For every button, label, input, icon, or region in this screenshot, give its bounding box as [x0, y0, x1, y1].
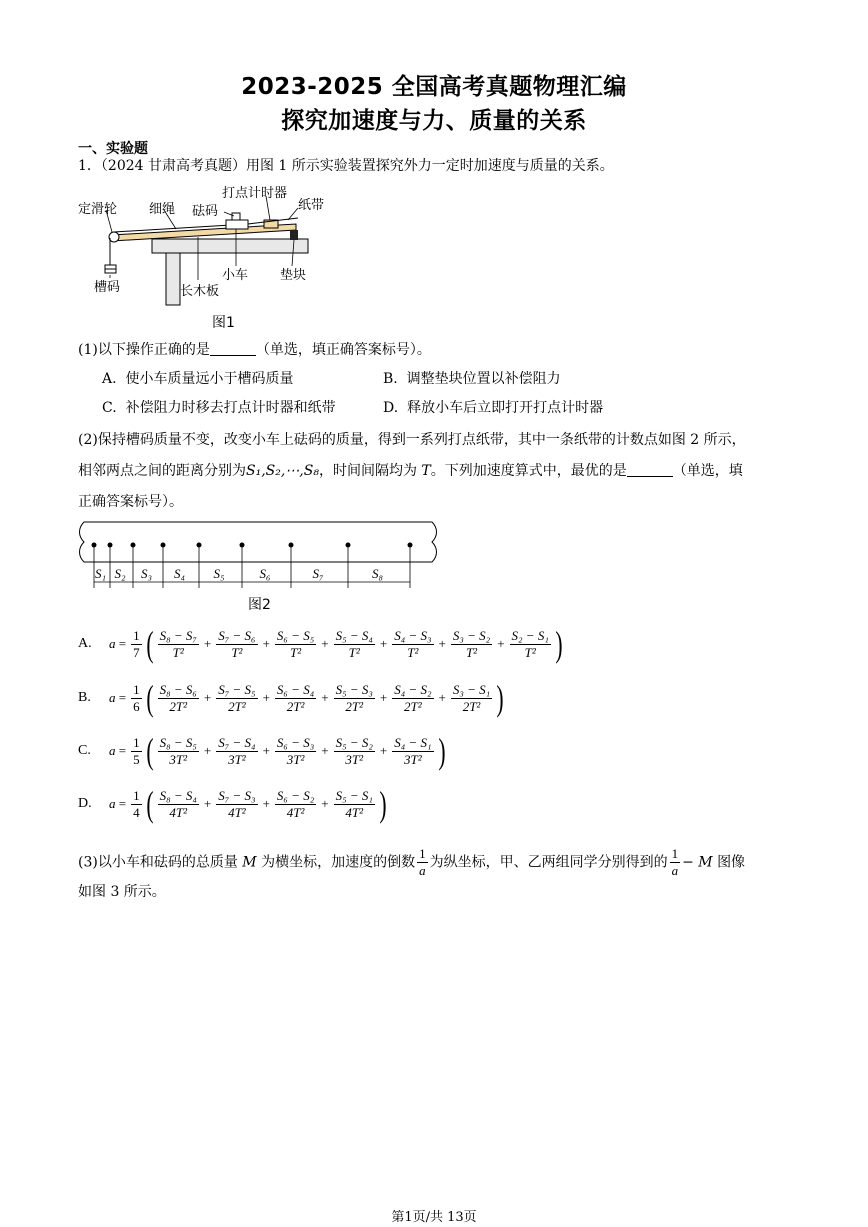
left-paren: (	[145, 784, 154, 824]
part2-line2-b: ，时间间隔均为	[318, 463, 417, 479]
term-fraction: $\frac{\text{S₃ − S₁}}{\text{2T²}}$	[452, 681, 491, 714]
formula-option-a	[78, 624, 565, 664]
option-letter: D.	[383, 400, 399, 416]
right-paren: )	[379, 784, 387, 824]
part2-line2-c: 。下列加速度算式中，最优的是	[430, 463, 627, 479]
option-text: 调整垫块位置以补偿阻力	[406, 371, 561, 387]
label-board: 长木板	[180, 284, 220, 299]
right-paren: )	[437, 731, 446, 771]
term-fraction: $\frac{\text{S₇ − S₄}}{\text{3T²}}$	[218, 734, 256, 767]
page-subtitle: 探究加速度与力、质量的关系	[281, 108, 587, 134]
segment-label: S₅	[213, 566, 225, 581]
plus-sign: +	[262, 690, 270, 705]
plus-sign: +	[438, 690, 446, 705]
cart-weight	[232, 213, 240, 220]
axis-expr: − M	[682, 854, 713, 871]
term-fraction: $\frac{\text{S₅ − S₃}}{\text{2T²}}$	[335, 681, 373, 714]
option-letter: B.	[78, 690, 91, 705]
lhs: a =	[109, 690, 127, 705]
option-letter: C.	[102, 400, 117, 416]
term-fraction: $\frac{\text{S₄ − S₃}}{\text{T²}}$	[394, 627, 432, 660]
plus-sign: +	[262, 636, 270, 651]
part1-stem-b: （单选，填正确答案标号）。	[255, 342, 431, 358]
plus-sign: +	[379, 743, 388, 758]
part3-d: 图像	[717, 854, 746, 871]
plus-sign: +	[321, 743, 329, 758]
table-leg	[166, 253, 180, 305]
label-weight: 砝码	[192, 204, 219, 219]
formula-option-b	[78, 678, 506, 718]
plus-sign: +	[438, 636, 446, 651]
term-fraction: $\frac{\text{S₆ − S₄}}{\text{2T²}}$	[276, 681, 315, 714]
part1-option-d	[383, 398, 603, 418]
label-hook-weight: 槽码	[94, 280, 121, 295]
term-fraction: $\frac{\text{S₃ − S₂}}{\text{T²}}$	[452, 627, 491, 660]
plus-sign: +	[203, 690, 212, 705]
term-fraction: $\frac{\text{S₄ − S₂}}{\text{2T²}}$	[394, 681, 432, 714]
right-paren: )	[555, 624, 563, 664]
segment-label: S₃	[141, 566, 153, 581]
term-fraction: $\frac{\text{S₅ − S₁}}{\text{4T²}}$	[335, 787, 373, 820]
frac-den: a	[419, 863, 426, 878]
frac-num: 1	[419, 846, 426, 861]
option-letter: B.	[383, 371, 398, 387]
plus-sign: +	[497, 636, 505, 651]
plus-sign: +	[379, 690, 388, 705]
label-rope: 细绳	[149, 202, 176, 217]
formula-option-c	[78, 731, 448, 771]
cart	[226, 220, 248, 229]
right-paren: )	[496, 678, 504, 718]
term-fraction: $\frac{\text{S₈ − S₄}}{\text{4T²}}$	[159, 787, 197, 820]
option-text: 补偿阻力时移去打点计时器和纸带	[125, 400, 336, 416]
figure-2-caption: 图2	[248, 597, 271, 613]
table-top	[152, 239, 308, 253]
part2-line1: (2)保持槽码质量不变，改变小车上砝码的质量，得到一系列打点纸带，其中一条纸带的计数点如图 2 所示，	[78, 432, 746, 448]
segment-label: S₁	[95, 566, 107, 581]
part2-line2-a: 相邻两点之间的距离分别为	[78, 463, 246, 479]
plus-sign: +	[203, 743, 212, 758]
part2-line2-d: （单选，填	[672, 463, 743, 479]
term-fraction: $\frac{\text{S₂ − S₁}}{\text{T²}}$	[511, 627, 549, 660]
left-paren: (	[145, 678, 154, 718]
segment-label: S₄	[174, 566, 186, 581]
part2-vars: S₁,S₂,⋯,S₈	[246, 463, 319, 479]
option-letter: A.	[78, 636, 92, 651]
segment-label: S₂	[114, 566, 126, 581]
plus-sign: +	[321, 796, 329, 811]
section-heading: 一、实验题	[78, 141, 148, 157]
option-text: 释放小车后立即打开打点计时器	[407, 400, 604, 416]
formula-option-d	[78, 784, 389, 824]
left-paren: (	[145, 731, 154, 771]
part3-c: 为纵坐标，甲、乙两组同学分别得到的	[429, 854, 668, 871]
coefficient: $\frac{1}{4}$	[133, 787, 140, 820]
option-letter: C.	[78, 743, 91, 758]
frac-den-2: a	[671, 863, 679, 878]
figure-1-caption: 图1	[212, 315, 235, 331]
coefficient: $\frac{1}{5}$	[133, 734, 140, 767]
part2-T: T	[421, 463, 431, 479]
term-fraction: $\frac{\text{S₆ − S₃}}{\text{3T²}}$	[276, 734, 315, 767]
left-paren: (	[145, 624, 154, 664]
label-tape: 纸带	[298, 198, 325, 213]
plus-sign: +	[203, 796, 212, 811]
lhs: a =	[109, 636, 127, 651]
lhs: a =	[109, 743, 127, 758]
part1-stem	[78, 340, 431, 360]
plus-sign: +	[379, 636, 388, 651]
part1-option-a	[102, 369, 293, 389]
label-pulley: 定滑轮	[78, 202, 118, 217]
label-cart: 小车	[222, 268, 249, 283]
page-footer: 第1页/共 13页	[391, 1210, 477, 1225]
label-block: 垫块	[280, 268, 307, 283]
part1-option-c	[102, 398, 336, 418]
term-fraction: $\frac{\text{S₇ − S₆}}{\text{T²}}$	[218, 627, 256, 660]
part3-a: (3)以小车和砝码的总质量	[78, 854, 238, 871]
term-fraction: $\frac{\text{S₆ − S₅}}{\text{T²}}$	[276, 627, 315, 660]
option-text: 使小车质量远小于槽码质量	[125, 371, 294, 387]
label-timer: 打点计时器	[222, 186, 288, 201]
lhs: a =	[109, 796, 127, 811]
part3-M: M	[242, 854, 257, 871]
reciprocal-frac	[417, 846, 428, 879]
part1-option-b	[383, 369, 561, 389]
question-intro: 1．（2024 甘肃高考真题）用图 1 所示实验装置探究外力一定时加速度与质量的关系。	[78, 158, 614, 174]
coefficient: $\frac{1}{7}$	[133, 627, 140, 660]
term-fraction: $\frac{\text{S₈ − S₇}}{\text{T²}}$	[159, 627, 197, 660]
part3-b: 为横坐标，加速度的倒数	[261, 854, 416, 871]
coefficient: $\frac{1}{6}$	[133, 681, 140, 714]
term-fraction: $\frac{\text{S₅ − S₄}}{\text{T²}}$	[335, 627, 373, 660]
term-fraction: $\frac{\text{S₅ − S₂}}{\text{3T²}}$	[335, 734, 373, 767]
plus-sign: +	[262, 796, 270, 811]
option-letter: A.	[102, 371, 117, 387]
term-fraction: $\frac{\text{S₆ − S₂}}{\text{4T²}}$	[276, 787, 315, 820]
part2-line3: 正确答案标号）。	[78, 494, 183, 510]
part3-line1	[78, 846, 745, 879]
page-title: 2023-2025 全国高考真题物理汇编	[241, 74, 627, 100]
frac-num-2: 1	[671, 846, 679, 861]
segment-label: S₇	[312, 566, 324, 581]
plus-sign: +	[321, 690, 329, 705]
option-letter: D.	[78, 796, 92, 811]
axis-frac	[670, 846, 681, 879]
answer-blank	[210, 341, 256, 356]
part2-line2	[78, 461, 743, 481]
wedge-block	[290, 230, 298, 240]
plus-sign: +	[321, 636, 329, 651]
term-fraction: $\frac{\text{S₇ − S₅}}{\text{2T²}}$	[218, 681, 256, 714]
segment-label: S₈	[372, 566, 384, 581]
part1-stem-a: (1)以下操作正确的是	[78, 342, 210, 358]
answer-blank-2	[627, 462, 673, 477]
term-fraction: $\frac{\text{S₈ − S₅}}{\text{3T²}}$	[159, 734, 197, 767]
term-fraction: $\frac{\text{S₄ − S₁}}{\text{3T²}}$	[394, 734, 432, 767]
term-fraction: $\frac{\text{S₇ − S₃}}{\text{4T²}}$	[218, 787, 256, 820]
term-fraction: $\frac{\text{S₈ − S₆}}{\text{2T²}}$	[159, 681, 197, 714]
part3-line2: 如图 3 所示。	[78, 884, 166, 900]
plus-sign: +	[262, 743, 270, 758]
segment-label: S₆	[259, 566, 271, 581]
plus-sign: +	[203, 636, 212, 651]
